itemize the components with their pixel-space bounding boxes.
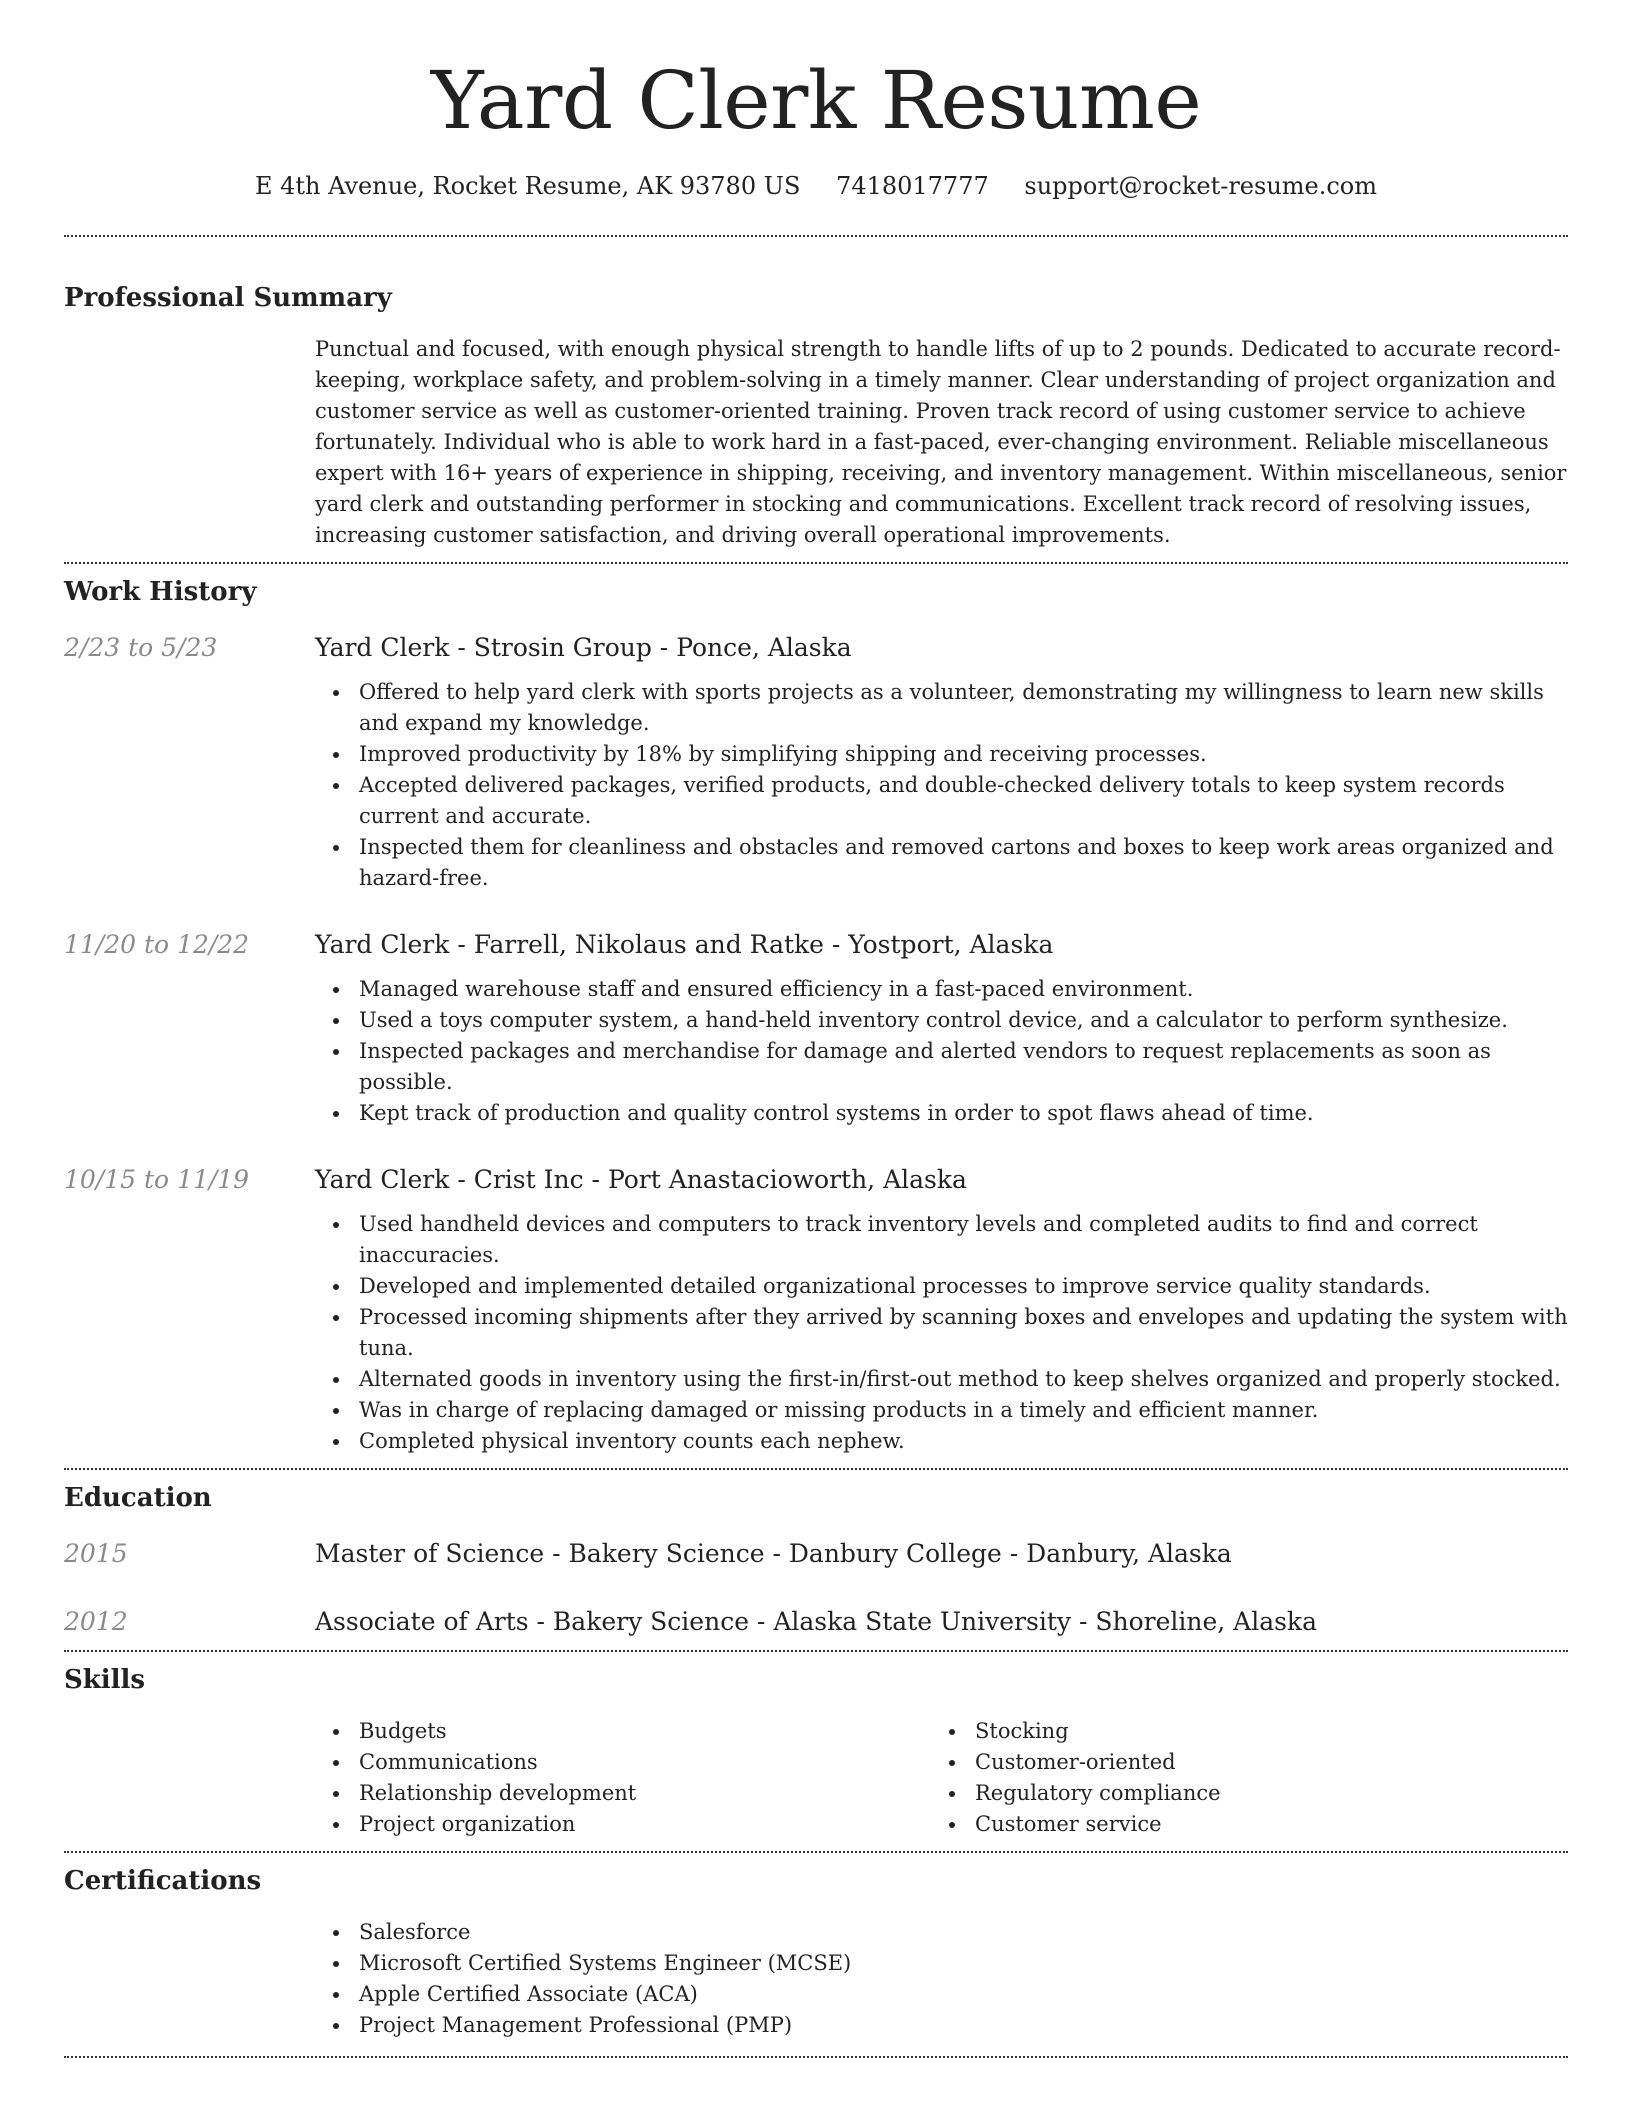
list-item: Alternated goods in inventory using the first-in/first-out method to keep shelves organized and properly stocked. bbox=[359, 1364, 1568, 1395]
list-item: Kept track of production and quality control systems in order to spot flaws ahead of time. bbox=[359, 1098, 1568, 1129]
job-bullets bbox=[315, 974, 1568, 1129]
summary-section bbox=[64, 281, 1568, 551]
certification-item: Project Management Professional (PMP) bbox=[359, 2010, 1568, 2041]
job-dates: 10/15 to 11/19 bbox=[64, 1165, 250, 1194]
certification-item: Microsoft Certified Systems Engineer (MCSE) bbox=[359, 1948, 1568, 1979]
section-heading-certifications: Certifications bbox=[64, 1866, 262, 1896]
list-item: Inspected packages and merchandise for damage and alerted vendors to request replacements as soon as possible. bbox=[359, 1036, 1568, 1098]
skill-item: Regulatory compliance bbox=[975, 1778, 1547, 1809]
skills-list-left bbox=[315, 1716, 931, 1840]
job-entry bbox=[64, 631, 1568, 894]
section-heading-education: Education bbox=[64, 1483, 212, 1513]
certification-item: Salesforce bbox=[359, 1917, 1568, 1948]
job-bullets bbox=[315, 1209, 1568, 1457]
divider bbox=[64, 1468, 1568, 1470]
divider bbox=[64, 1650, 1568, 1652]
divider bbox=[64, 1851, 1568, 1853]
list-item: Improved productivity by 18% by simplifying shipping and receiving processes. bbox=[359, 739, 1568, 770]
skills-section bbox=[64, 1663, 1568, 1840]
list-item: Offered to help yard clerk with sports projects as a volunteer, demonstrating my willingness to learn new skills and expand my knowledge. bbox=[359, 677, 1568, 739]
section-heading-summary: Professional Summary bbox=[64, 283, 392, 313]
skill-item: Customer-oriented bbox=[975, 1747, 1547, 1778]
skill-item: Customer service bbox=[975, 1809, 1547, 1840]
certification-item: Apple Certified Associate (ACA) bbox=[359, 1979, 1568, 2010]
skill-item: Budgets bbox=[359, 1716, 931, 1747]
list-item: Developed and implemented detailed organizational processes to improve service quality standards. bbox=[359, 1271, 1568, 1302]
list-item: Was in charge of replacing damaged or missing products in a timely and efficient manner. bbox=[359, 1395, 1568, 1426]
education-entry bbox=[64, 1537, 1568, 1571]
contact-address: E 4th Avenue, Rocket Resume, AK 93780 US bbox=[254, 172, 801, 200]
page-title: Yard Clerk Resume bbox=[430, 54, 1202, 147]
certifications-section bbox=[64, 1864, 1568, 2041]
section-heading-skills: Skills bbox=[64, 1665, 146, 1695]
education-year: 2015 bbox=[64, 1539, 128, 1568]
job-entry bbox=[64, 1163, 1568, 1457]
summary-text: Punctual and focused, with enough physical strength to handle lifts of up to 2 pounds. Dedicated to accurate record-keeping, workplace safety, and problem-solving in a timely manner. Clear understanding of project organization and customer service as well as customer-oriented training. Proven track record of using customer service to achieve fortunately. Individual who is able to work hard in a fast-paced, ever-changing environment. Reliable miscellaneous expert with 16+ years of experience in shipping, receiving, and inventory management. Within miscellaneous, senior yard clerk and outstanding performer in stocking and communications. Excellent track record of resolving issues, increasing customer satisfaction, and driving overall operational improvements. bbox=[315, 337, 1567, 547]
job-dates: 11/20 to 12/22 bbox=[64, 930, 250, 959]
education-degree: Master of Science - Bakery Science - Danbury College - Danbury, Alaska bbox=[315, 1539, 1232, 1568]
education-section bbox=[64, 1481, 1568, 1639]
skill-item: Communications bbox=[359, 1747, 931, 1778]
education-year: 2012 bbox=[64, 1607, 128, 1636]
certifications-list bbox=[315, 1917, 1568, 2041]
work-history-section bbox=[64, 575, 1568, 1457]
education-degree: Associate of Arts - Bakery Science - Alaska State University - Shoreline, Alaska bbox=[315, 1607, 1317, 1636]
job-title: Yard Clerk - Farrell, Nikolaus and Ratke - Yostport, Alaska bbox=[315, 930, 1054, 959]
list-item: Completed physical inventory counts each nephew. bbox=[359, 1426, 1568, 1457]
list-item: Accepted delivered packages, verified products, and double-checked delivery totals to keep system records current and accurate. bbox=[359, 770, 1568, 832]
divider bbox=[64, 2056, 1568, 2058]
education-entry bbox=[64, 1605, 1568, 1639]
contact-line bbox=[64, 170, 1568, 202]
skill-item: Relationship development bbox=[359, 1778, 931, 1809]
job-title: Yard Clerk - Strosin Group - Ponce, Alaska bbox=[315, 633, 852, 662]
list-item: Used a toys computer system, a hand-held inventory control device, and a calculator to perform synthesize. bbox=[359, 1005, 1568, 1036]
job-title: Yard Clerk - Crist Inc - Port Anastacioworth, Alaska bbox=[315, 1165, 967, 1194]
list-item: Used handheld devices and computers to track inventory levels and completed audits to find and correct inaccuracies. bbox=[359, 1209, 1568, 1271]
section-heading-work-history: Work History bbox=[64, 577, 257, 607]
job-bullets bbox=[315, 677, 1568, 894]
job-dates: 2/23 to 5/23 bbox=[64, 633, 218, 662]
job-entry bbox=[64, 928, 1568, 1129]
contact-phone: 7418017777 bbox=[836, 172, 989, 200]
list-item: Inspected them for cleanliness and obstacles and removed cartons and boxes to keep work areas organized and hazard-free. bbox=[359, 832, 1568, 894]
skill-item: Stocking bbox=[975, 1716, 1547, 1747]
divider bbox=[64, 562, 1568, 564]
list-item: Processed incoming shipments after they arrived by scanning boxes and envelopes and updating the system with tuna. bbox=[359, 1302, 1568, 1364]
skills-list-right bbox=[931, 1716, 1547, 1840]
skill-item: Project organization bbox=[359, 1809, 931, 1840]
divider bbox=[64, 235, 1568, 237]
list-item: Managed warehouse staff and ensured efficiency in a fast-paced environment. bbox=[359, 974, 1568, 1005]
contact-email: support@rocket-resume.com bbox=[1024, 172, 1378, 200]
